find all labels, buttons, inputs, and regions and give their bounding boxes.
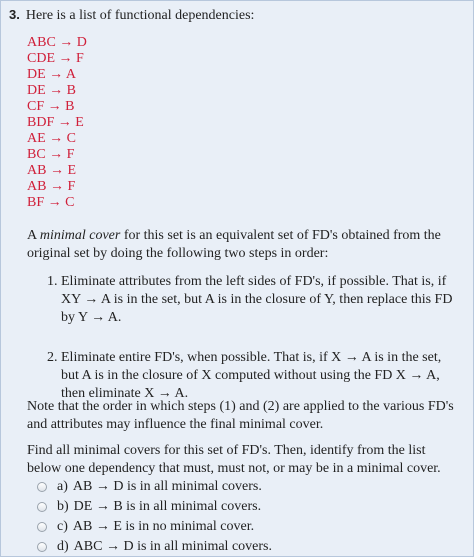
note-line1: Note that the order in which steps (1) and (2) are applied to the various FD's [27,399,454,414]
answer-option-c[interactable] [37,517,272,537]
question-header [9,7,254,24]
fd-item: CF → B [27,99,75,114]
fd-item: DE → B [27,83,76,98]
step-line: Eliminate attributes from the left sides of FD's, if possible. That is, if [61,274,447,289]
option-letter: d) [57,539,69,554]
fd-item: AB → E [27,163,76,178]
fd-item: BF → C [27,195,75,210]
step-line: Eliminate entire FD's, when possible. That is, if X → A is in the set, [61,350,442,365]
option-text: AB → E is in no minimal cover. [72,519,255,534]
task-line2: below one dependency that must, must not, or may be in a minimal cover. [27,461,441,476]
definition-paragraph [27,227,457,263]
option-letter: a) [57,479,68,494]
answer-option-a[interactable] [37,477,272,497]
fd-item: AB → F [27,179,76,194]
step-line: XY → A is in the set, but A is in the closure of Y, then replace this FD [61,292,453,307]
definition-term: minimal cover [39,228,121,243]
task-paragraph [27,442,457,478]
answer-option-d[interactable] [37,537,272,557]
note-line2: and attributes may influence the final minimal cover. [27,417,324,432]
option-text: DE → B is in all minimal covers. [73,499,262,514]
step-line: but A is in the closure of X computed without using the FD X → A, [61,368,440,383]
fd-item: BDF → E [27,115,84,130]
definition-prefix: A [27,228,40,243]
task-line1: Find all minimal covers for this set of FD's. Then, identify from the list [27,443,426,458]
fd-item: AE → C [27,131,76,146]
definition-line1: for this set is an equivalent set of FD's obtained from the [120,228,441,243]
option-text: ABC → D is in all minimal covers. [73,539,272,554]
step-item [47,349,457,403]
fd-item: CDE → F [27,51,84,66]
fd-list [27,35,87,211]
step-number: 2. [47,350,58,365]
step-number: 1. [47,274,58,289]
fd-item: ABC → D [27,35,87,50]
radio-button[interactable] [37,482,47,492]
step-item [47,273,457,327]
step-line: by Y → A. [61,310,122,325]
definition-line2: original set by doing the following two steps in order: [27,246,329,261]
option-letter: c) [57,519,68,534]
radio-button[interactable] [37,542,47,552]
radio-button[interactable] [37,522,47,532]
option-letter: b) [57,499,69,514]
answer-option-b[interactable] [37,497,272,517]
step-list [47,273,457,403]
step-line: then eliminate X → A. [61,386,189,401]
option-text: AB → D is in all minimal covers. [72,479,262,494]
fd-item: BC → F [27,147,75,162]
note-paragraph [27,398,457,434]
question-intro: Here is a list of functional dependencies: [25,8,255,23]
answer-options [37,477,272,557]
fd-item: DE → A [27,67,76,82]
radio-button[interactable] [37,502,47,512]
question-number: 3. [9,7,20,22]
